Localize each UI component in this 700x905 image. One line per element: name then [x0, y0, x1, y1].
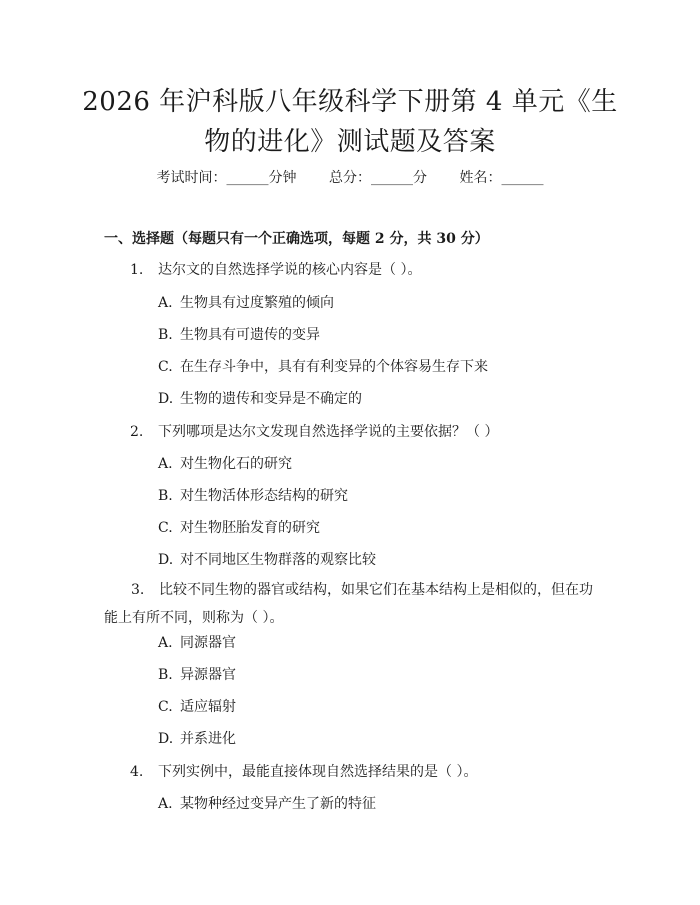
q2-option-d: [158, 550, 376, 570]
option-text: 对不同地区生物群落的观察比较: [180, 552, 376, 568]
option-text: 在生存斗争中，具有有利变异的个体容易生存下来: [180, 359, 488, 375]
q3-option-a: [158, 633, 236, 653]
option-text: 同源器官: [180, 635, 236, 651]
option-letter: A.: [158, 635, 173, 651]
option-text: 对生物活体形态结构的研究: [180, 488, 348, 504]
option-letter: D.: [158, 552, 174, 568]
question-4: [130, 762, 477, 782]
option-letter: A.: [158, 796, 173, 812]
exam-score: 总分：______分: [329, 170, 427, 186]
question-text: 下列哪项是达尔文发现自然选择学说的主要依据？（ ）: [158, 424, 499, 440]
exam-meta: [0, 168, 700, 188]
q1-option-c: [158, 357, 488, 377]
option-letter: A.: [158, 456, 173, 472]
option-letter: B.: [158, 667, 173, 683]
option-text: 对生物化石的研究: [180, 456, 292, 472]
question-number: 2.: [130, 424, 144, 440]
question-number: 4.: [130, 764, 144, 780]
option-letter: B.: [158, 327, 173, 343]
document-title-line2: 物的进化》测试题及答案: [204, 127, 496, 157]
q2-option-a: [158, 454, 292, 474]
q2-option-b: [158, 486, 348, 506]
q2-option-c: [158, 518, 320, 538]
question-2: [130, 422, 498, 442]
option-text: 生物具有过度繁殖的倾向: [180, 295, 334, 311]
q1-option-a: [158, 293, 334, 313]
option-letter: D.: [158, 731, 174, 747]
question-1: [130, 260, 421, 280]
q4-option-a: [158, 794, 376, 814]
option-text: 生物的遗传和变异是不确定的: [180, 391, 362, 407]
question-number: 3.: [131, 582, 145, 598]
question-text: 达尔文的自然选择学说的核心内容是（ ）。: [158, 262, 422, 278]
option-text: 某物种经过变异产生了新的特征: [180, 796, 376, 812]
option-text: 生物具有可遗传的变异: [180, 327, 320, 343]
question-text: 下列实例中，最能直接体现自然选择结果的是（ ）。: [158, 764, 478, 780]
question-3: [104, 576, 604, 632]
q3-option-d: [158, 729, 236, 749]
question-number: 1.: [130, 262, 144, 278]
option-letter: C.: [158, 699, 173, 715]
option-letter: D.: [158, 391, 174, 407]
option-letter: C.: [158, 359, 173, 375]
option-text: 对生物胚胎发育的研究: [180, 520, 320, 536]
exam-time: 考试时间：______分钟: [156, 170, 297, 186]
option-text: 异源器官: [180, 667, 236, 683]
option-letter: A.: [158, 295, 173, 311]
q1-option-d: [158, 389, 362, 409]
section-heading: 一、选择题（每题只有一个正确选项，每题 2 分，共 30 分）: [104, 231, 489, 247]
q1-option-b: [158, 325, 320, 345]
option-text: 并系进化: [180, 731, 236, 747]
q3-option-b: [158, 665, 236, 685]
question-text: 比较不同生物的器官或结构，如果它们在基本结构上是相似的，但在功能上有所不同，则称为（ ）。: [104, 582, 593, 626]
document-title-line1: 2026 年沪科版八年级科学下册第 4 单元《生: [82, 87, 618, 117]
q3-option-c: [158, 697, 236, 717]
student-name: 姓名：______: [459, 170, 544, 186]
option-letter: B.: [158, 488, 173, 504]
option-letter: C.: [158, 520, 173, 536]
option-text: 适应辐射: [180, 699, 236, 715]
